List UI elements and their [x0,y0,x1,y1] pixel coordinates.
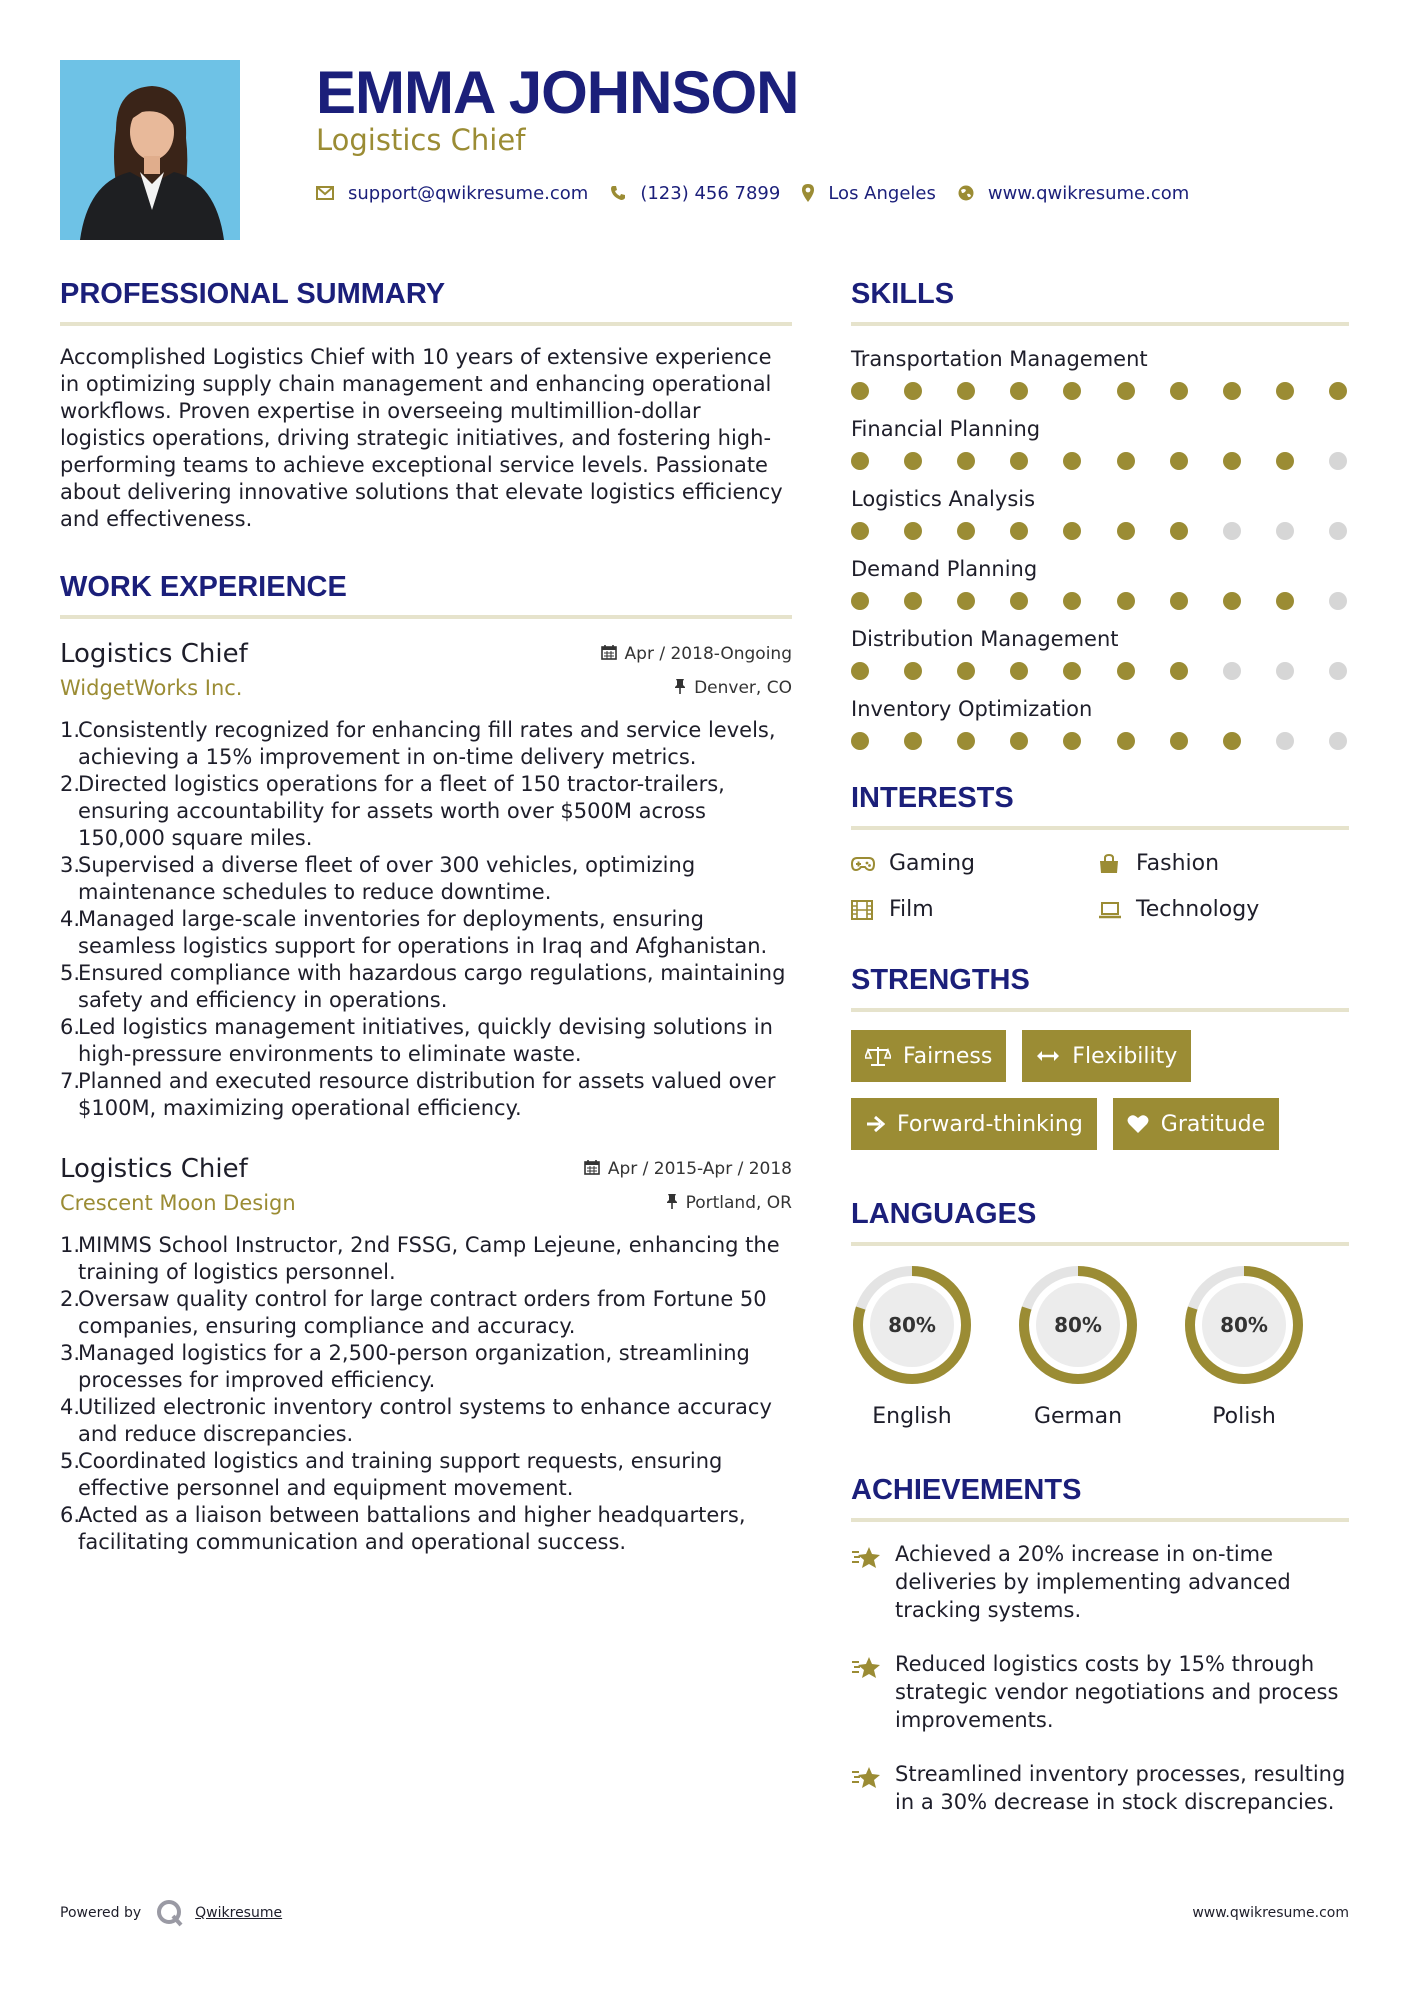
strength-chip [851,1030,1006,1082]
star-trophy-icon [851,1650,895,1734]
job-location-text: Portland, OR [685,1193,792,1213]
rating-dot-filled [1223,592,1241,610]
list-text: Consistently recognized for enhancing fill rates and service levels, achieving a 15% improvement in on-time delivery metrics. [78,718,776,769]
qwikresume-link[interactable]: Qwikresume [195,1905,283,1921]
list-item [60,1232,792,1286]
rating-dot-filled [851,382,869,400]
right-column [851,276,1349,1842]
interest-item [851,848,1098,880]
skill-name: Inventory Optimization [851,697,1093,721]
list-item [60,1014,792,1068]
star-trophy-icon [851,1760,895,1816]
list-item [60,1068,792,1122]
interest-label: Film [889,897,934,922]
qwikresume-logo-icon [155,1898,185,1928]
rating-dot-filled [957,522,975,540]
interest-item [851,894,1098,926]
job-company: WidgetWorks Inc. [60,676,243,700]
rating-dot-filled [1276,452,1294,470]
job-title: Logistics Chief [60,1154,248,1184]
candidate-title: Logistics Chief [316,123,526,157]
shopping-bag-icon [1098,854,1122,874]
rating-dot-filled [1063,592,1081,610]
language-name: English [872,1404,952,1429]
rating-dot-filled [904,522,922,540]
rating-dot-filled [957,732,975,750]
language-proficiency-ring [851,1264,973,1386]
person-portrait-icon [60,60,240,240]
language-percent: 80% [888,1313,936,1337]
strength-chip [1022,1030,1191,1082]
rating-dot-filled [851,592,869,610]
rating-dot-filled [1010,382,1028,400]
interests-list [851,848,1349,926]
achievement-text: Streamlined inventory processes, resulting in a 30% decrease in stock discrepancies. [895,1762,1346,1814]
rating-dot-filled [1010,732,1028,750]
list-item [60,717,792,771]
list-item [60,771,792,852]
pushpin-icon [666,1193,686,1214]
footer-branding [60,1898,282,1928]
achievements-list [851,1540,1349,1816]
job-list [60,637,792,1556]
list-item [60,1286,792,1340]
achievements-heading: ACHIEVEMENTS [851,1472,1349,1522]
contact-phone-text: (123) 456 7899 [640,182,781,204]
rating-dot-filled [1276,382,1294,400]
calendar-icon [601,644,625,665]
skill-item [851,694,1349,750]
experience-heading: WORK EXPERIENCE [60,569,792,619]
contact-website[interactable] [958,183,1189,204]
interest-item [1098,894,1345,926]
interest-label: Technology [1136,897,1260,922]
contact-bar [316,178,1211,208]
rating-dot-filled [1117,522,1135,540]
rating-dot-filled [1223,732,1241,750]
rating-dot-filled [957,662,975,680]
strength-label: Fairness [903,1043,993,1069]
rating-dot-filled [957,592,975,610]
job-date [601,644,792,665]
rating-dot-filled [904,382,922,400]
language-proficiency-ring [1017,1264,1139,1386]
list-text: Coordinated logistics and training support requests, ensuring effective personnel and equipment movement. [78,1449,723,1500]
list-number: 3. [60,853,81,877]
laptop-icon [1098,901,1122,919]
job-date [584,1159,792,1180]
list-item [60,1340,792,1394]
job-entry [60,637,792,1122]
summary-heading: PROFESSIONAL SUMMARY [60,276,792,326]
strength-label: Flexibility [1072,1043,1178,1069]
rating-dot-filled [1117,382,1135,400]
rating-dot-empty [1329,522,1347,540]
list-text: Managed large-scale inventories for deployments, ensuring seamless logistics support for operations in Iraq and Afghanistan. [78,907,768,958]
summary-text: Accomplished Logistics Chief with 10 years of extensive experience in optimizing supply chain management and enhancing operational workflows. Proven expertise in overseeing multimillion-dollar logistics operations, driving strategic initiatives, and fostering high-performing teams to achieve exceptional service levels. Passionate about delivering innovative solutions that elevate logistics efficiency and effectiveness. [60,345,783,531]
job-responsibilities [60,1232,792,1556]
list-item [60,1448,792,1502]
arrows-horizontal-icon [1036,1049,1060,1063]
skill-name: Transportation Management [851,347,1148,371]
rating-dot-filled [851,662,869,680]
language-name: German [1033,1404,1123,1429]
skill-item [851,624,1349,680]
rating-dot-filled [1117,662,1135,680]
skill-rating [851,592,1349,610]
interest-label: Fashion [1136,851,1220,876]
rating-dot-filled [1170,662,1188,680]
skill-name: Financial Planning [851,417,1041,441]
job-date-text: Apr / 2015-Apr / 2018 [607,1159,792,1179]
job-location-text: Denver, CO [694,678,792,698]
list-item [60,960,792,1014]
list-number: 2. [60,1287,81,1311]
calendar-icon [584,1159,608,1180]
skill-name: Logistics Analysis [851,487,1036,511]
language-proficiency-ring [1183,1264,1305,1386]
heart-icon [1127,1114,1149,1134]
rating-dot-filled [1117,592,1135,610]
rating-dot-filled [904,662,922,680]
rating-dot-filled [851,452,869,470]
arrow-right-icon [865,1115,885,1133]
list-text: Oversaw quality control for large contract orders from Fortune 50 companies, ensuring compliance and accuracy. [78,1287,767,1338]
contact-email-text: support@qwikresume.com [348,182,589,204]
list-text: MIMMS School Instructor, 2nd FSSG, Camp Lejeune, enhancing the training of logistics personnel. [78,1233,780,1284]
contact-phone[interactable] [610,183,780,204]
contact-website-text: www.qwikresume.com [987,182,1190,204]
skill-item [851,344,1349,400]
list-text: Ensured compliance with hazardous cargo regulations, maintaining safety and efficiency in operations. [78,961,786,1012]
skill-item [851,414,1349,470]
rating-dot-empty [1223,522,1241,540]
list-text: Led logistics management initiatives, quickly devising solutions in high-pressure environments to eliminate waste. [78,1015,773,1066]
rating-dot-filled [1010,662,1028,680]
skill-name: Distribution Management [851,627,1119,651]
rating-dot-filled [1170,732,1188,750]
contact-email[interactable] [316,183,588,204]
achievement-item [851,1540,1349,1624]
rating-dot-filled [1063,522,1081,540]
contact-location-text: Los Angeles [828,182,936,204]
rating-dot-filled [1170,452,1188,470]
rating-dot-filled [1117,452,1135,470]
rating-dot-filled [1223,382,1241,400]
strengths-heading: STRENGTHS [851,962,1349,1012]
rating-dot-filled [1117,732,1135,750]
rating-dot-empty [1223,662,1241,680]
envelope-icon [316,186,334,200]
job-header-row [60,637,792,671]
rating-dot-empty [1329,452,1347,470]
list-number: 6. [60,1015,81,1039]
skill-item [851,484,1349,540]
list-text: Planned and executed resource distribution for assets valued over $100M, maximizing operational efficiency. [78,1069,776,1120]
rating-dot-filled [1010,522,1028,540]
skill-rating [851,522,1349,540]
interests-heading: INTERESTS [851,780,1349,830]
phone-icon [610,185,626,201]
rating-dot-filled [904,732,922,750]
skill-item [851,554,1349,610]
list-item [60,1394,792,1448]
skill-rating [851,452,1349,470]
list-text: Directed logistics operations for a fleet of 150 tractor-trailers, ensuring accountability for assets worth over $500M across 150,000 square miles. [78,772,725,850]
skills-heading: SKILLS [851,276,1349,326]
rating-dot-filled [904,592,922,610]
rating-dot-filled [1063,732,1081,750]
strength-chip [851,1098,1097,1150]
language-item [1183,1264,1305,1432]
language-item [1017,1264,1139,1432]
rating-dot-empty [1329,732,1347,750]
left-column [60,276,792,1586]
job-company-row [60,671,792,705]
list-text: Acted as a liaison between battalions and higher headquarters, facilitating communication and operational success. [78,1503,746,1554]
rating-dot-empty [1276,662,1294,680]
rating-dot-empty [1329,592,1347,610]
job-location [674,678,792,699]
strengths-list [851,1030,1349,1166]
list-number: 4. [60,907,81,931]
skills-list [851,344,1349,750]
rating-dot-empty [1329,662,1347,680]
list-number: 5. [60,961,81,985]
language-name: Polish [1212,1404,1276,1429]
balance-scale-icon [865,1045,891,1067]
rating-dot-filled [1063,452,1081,470]
rating-dot-filled [1170,522,1188,540]
gamepad-icon [851,856,875,872]
list-text: Supervised a diverse fleet of over 300 vehicles, optimizing maintenance schedules to reduce downtime. [78,853,696,904]
rating-dot-filled [1063,382,1081,400]
skill-rating [851,382,1349,400]
list-number: 2. [60,772,81,796]
list-number: 3. [60,1341,81,1365]
rating-dot-filled [1063,662,1081,680]
job-responsibilities [60,717,792,1122]
rating-dot-filled [1170,592,1188,610]
skill-rating [851,662,1349,680]
rating-dot-filled [1010,592,1028,610]
language-percent: 80% [1054,1313,1102,1337]
languages-list [851,1264,1349,1432]
strength-label: Gratitude [1160,1111,1266,1137]
list-number: 4. [60,1395,81,1419]
achievement-item [851,1760,1349,1816]
film-icon [851,900,875,920]
interest-item [1098,848,1345,880]
profile-photo [60,60,240,240]
globe-icon [958,185,974,201]
list-number: 5. [60,1449,81,1473]
achievement-item [851,1650,1349,1734]
interest-label: Gaming [889,851,975,876]
job-header-row [60,1152,792,1186]
achievement-text: Achieved a 20% increase in on-time deliveries by implementing advanced tracking systems. [895,1542,1291,1622]
rating-dot-filled [957,452,975,470]
rating-dot-filled [1276,592,1294,610]
rating-dot-filled [851,522,869,540]
language-percent: 80% [1220,1313,1268,1337]
language-item [851,1264,973,1432]
rating-dot-filled [1223,452,1241,470]
job-location [666,1193,792,1214]
languages-heading: LANGUAGES [851,1196,1349,1246]
candidate-name: EMMA JOHNSON [316,59,799,126]
list-number: 6. [60,1503,81,1527]
rating-dot-filled [957,382,975,400]
list-item [60,1502,792,1556]
strength-label: Forward-thinking [897,1111,1083,1137]
rating-dot-filled [1170,382,1188,400]
skill-name: Demand Planning [851,557,1038,581]
strength-chip [1113,1098,1279,1150]
achievement-text: Reduced logistics costs by 15% through strategic vendor negotiations and process improvements. [895,1652,1339,1732]
list-number: 1. [60,1233,81,1257]
rating-dot-empty [1276,732,1294,750]
rating-dot-filled [1010,452,1028,470]
pushpin-icon [674,678,694,699]
rating-dot-filled [851,732,869,750]
map-marker-icon [802,184,814,202]
rating-dot-filled [1329,382,1347,400]
rating-dot-empty [1276,522,1294,540]
rating-dot-filled [904,452,922,470]
list-number: 7. [60,1069,81,1093]
job-date-text: Apr / 2018-Ongoing [624,644,792,664]
skill-rating [851,732,1349,750]
list-item [60,906,792,960]
job-entry [60,1152,792,1556]
star-trophy-icon [851,1540,895,1624]
list-number: 1. [60,718,81,742]
contact-location [802,183,936,204]
job-company: Crescent Moon Design [60,1191,296,1215]
job-title: Logistics Chief [60,639,248,669]
list-text: Utilized electronic inventory control systems to enhance accuracy and reduce discrepancies. [78,1395,772,1446]
footer-website[interactable]: www.qwikresume.com [1192,1905,1349,1921]
list-text: Managed logistics for a 2,500-person organization, streamlining processes for improved efficiency. [78,1341,750,1392]
powered-by-text: Powered by [60,1905,142,1921]
job-company-row [60,1186,792,1220]
list-item [60,852,792,906]
